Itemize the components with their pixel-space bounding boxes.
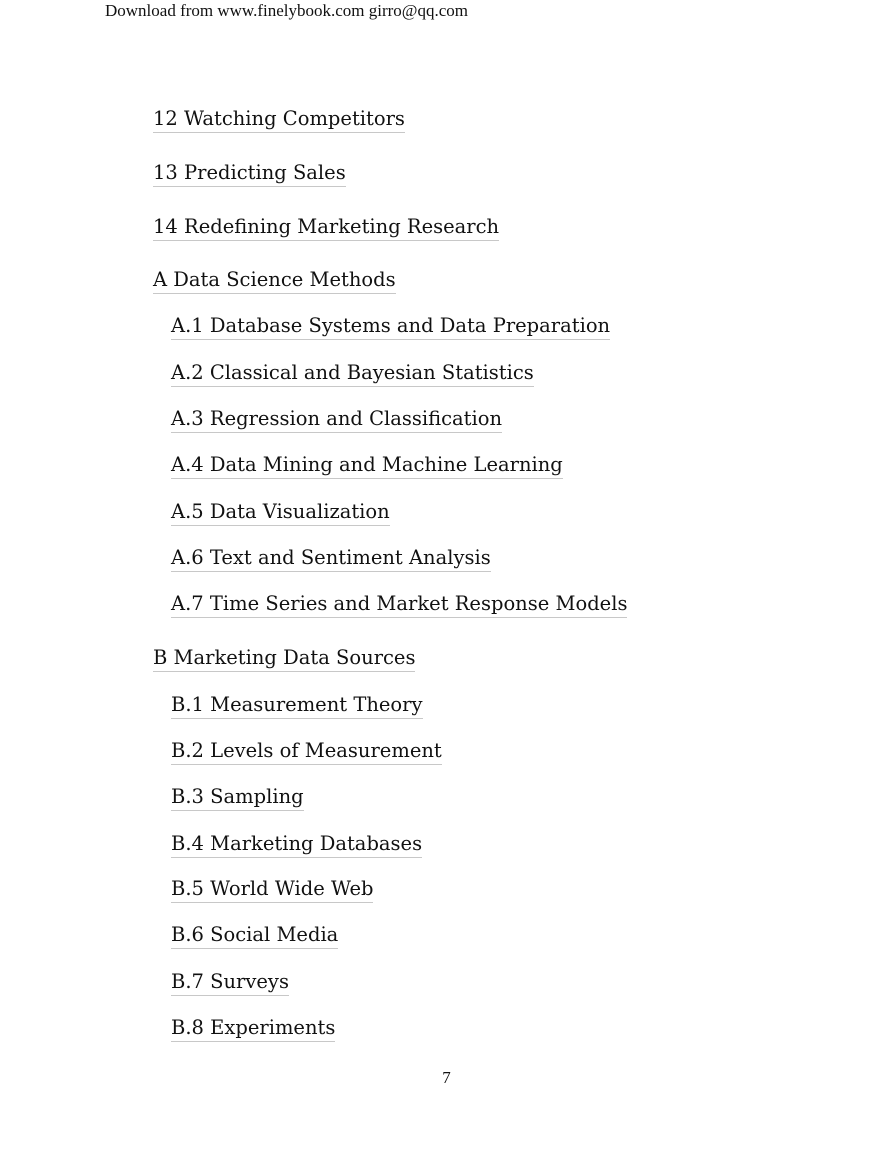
toc-section-a3-link[interactable]: A.3 Regression and Classification xyxy=(171,407,502,433)
toc-appendix-b-link[interactable]: B Marketing Data Sources xyxy=(153,646,415,672)
toc-section-a1-link[interactable]: A.1 Database Systems and Data Preparation xyxy=(171,314,610,340)
toc-section-b5-link[interactable]: B.5 World Wide Web xyxy=(171,877,373,903)
toc-section-b1-link[interactable]: B.1 Measurement Theory xyxy=(171,693,423,719)
toc-chapter-13-link[interactable]: 13 Predicting Sales xyxy=(153,161,346,187)
toc-section-b4-link[interactable]: B.4 Marketing Databases xyxy=(171,832,422,858)
toc-chapter-12-link[interactable]: 12 Watching Competitors xyxy=(153,107,405,133)
toc-section-b7-link[interactable]: B.7 Surveys xyxy=(171,970,289,996)
toc-section-a7-link[interactable]: A.7 Time Series and Market Response Models xyxy=(171,592,627,618)
toc-section-b2-link[interactable]: B.2 Levels of Measurement xyxy=(171,739,442,765)
toc-section-a4-link[interactable]: A.4 Data Mining and Machine Learning xyxy=(171,453,563,479)
toc-section-a6-link[interactable]: A.6 Text and Sentiment Analysis xyxy=(171,546,491,572)
download-header: Download from www.finelybook.com girro@qq.com xyxy=(105,1,468,20)
toc-section-b6-link[interactable]: B.6 Social Media xyxy=(171,923,338,949)
page-number: 7 xyxy=(442,1068,451,1087)
toc-section-a2-link[interactable]: A.2 Classical and Bayesian Statistics xyxy=(171,361,534,387)
toc-section-a5-link[interactable]: A.5 Data Visualization xyxy=(171,500,390,526)
toc-chapter-14-link[interactable]: 14 Redefining Marketing Research xyxy=(153,215,499,241)
toc-section-b3-link[interactable]: B.3 Sampling xyxy=(171,785,304,811)
toc-section-b8-link[interactable]: B.8 Experiments xyxy=(171,1016,335,1042)
toc-appendix-a-link[interactable]: A Data Science Methods xyxy=(153,268,396,294)
